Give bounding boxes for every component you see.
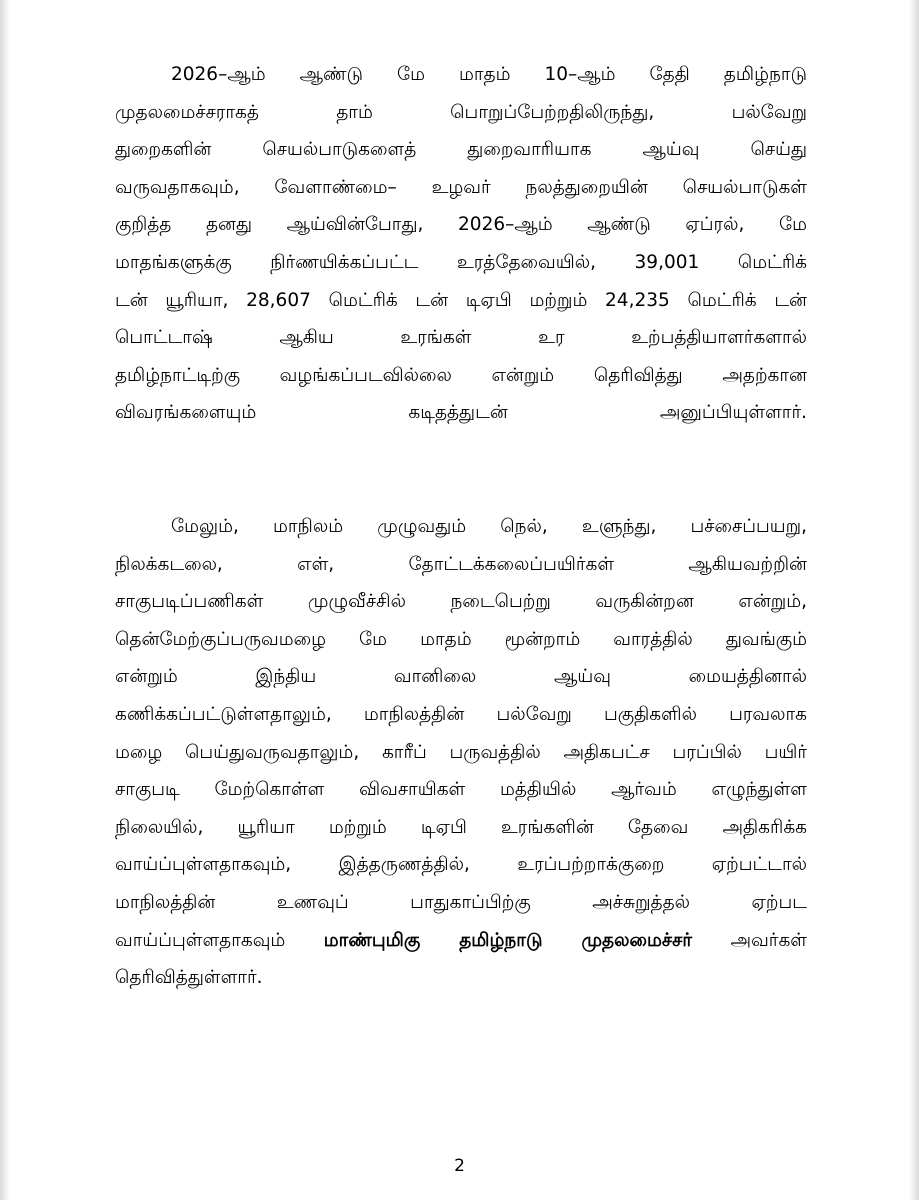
bold-title-cm: மாண்புமிகு தமிழ்நாடு முதலமைச்சர் (323, 929, 693, 951)
paragraph-line: மாதங்களுக்கு நிர்ணயிக்கப்பட்ட உரத்தேவையில், 39,001 மெட்ரிக் (115, 251, 807, 273)
paragraph-line: தமிழ்நாட்டிற்கு வழங்கப்படவில்லை என்றும் தெரிவித்து அதற்கான (115, 364, 807, 386)
paragraph-line: சாகுபடி மேற்கொள்ள விவசாயிகள் மத்தியில் ஆர்வம் எழுந்துள்ள (115, 779, 807, 801)
paragraph-line: துறைகளின் செயல்பாடுகளைத் துறைவாரியாக ஆய்வு செய்து (115, 139, 807, 161)
text-fragment: வாய்ப்புள்ளதாகவும் (115, 929, 286, 951)
paragraph-line (115, 922, 807, 960)
paragraph-line: பொட்டாஷ் ஆகிய உரங்கள் உர உற்பத்தியாளர்களால் (115, 327, 807, 349)
paragraph-line: நிலையில், யூரியா மற்றும் டிஏபி உரங்களின் தேவை அதிகரிக்க (115, 816, 807, 838)
paragraph-line: மாநிலத்தின் உணவுப் பாதுகாப்பிற்கு அச்சுறுத்தல் ஏற்பட (115, 891, 807, 913)
paragraph-line: தெரிவித்துள்ளார். (115, 967, 263, 989)
paragraph-line: விவரங்களையும் கடிதத்துடன் அனுப்பியுள்ளார். (115, 402, 807, 424)
paragraph-line: மழை பெய்துவருவதாலும், காரீப் பருவத்தில் அதிகபட்ச பரப்பில் பயிர் (115, 741, 807, 763)
page-edge-left (0, 0, 10, 1200)
paragraph-line: வருவதாகவும், வேளாண்மை– உழவர் நலத்துறையின் செயல்பாடுகள் (115, 176, 807, 198)
paragraph-line: நிலக்கடலை, எள், தோட்டக்கலைப்பயிர்கள் ஆகியவற்றின் (115, 553, 807, 575)
paragraph-line: 2026–ஆம் ஆண்டு மே மாதம் 10–ஆம் தேதி தமிழ்நாடு (171, 64, 807, 85)
page-number: 2 (454, 1156, 465, 1176)
paragraph-1 (115, 56, 807, 432)
paragraph-line: கணிக்கப்பட்டுள்ளதாலும், மாநிலத்தின் பல்வேறு பகுதிகளில் பரவலாக (115, 703, 807, 725)
paragraph-line: குறித்த தனது ஆய்வின்போது, 2026–ஆம் ஆண்டு ஏப்ரல், மே (115, 214, 807, 236)
paragraph-2 (115, 508, 807, 997)
paragraph-line: என்றும் இந்திய வானிலை ஆய்வு மையத்தினால் (115, 666, 807, 688)
paragraph-line: மேலும், மாநிலம் முழுவதும் நெல், உளுந்து, பச்சைப்பயறு, (171, 516, 807, 537)
paragraph-line: டன் யூரியா, 28,607 மெட்ரிக் டன் டிஏபி மற்றும் 24,235 மெட்ரிக் டன் (115, 289, 807, 311)
paragraph-line: முதலமைச்சராகத் தாம் பொறுப்பேற்றதிலிருந்து, பல்வேறு (115, 101, 807, 123)
page-edge-right (909, 0, 919, 1200)
text-fragment: அவர்கள் (730, 929, 807, 951)
paragraph-line: வாய்ப்புள்ளதாகவும், இத்தருணத்தில், உரப்பற்றாக்குறை ஏற்பட்டால் (115, 854, 807, 876)
paragraph-line: சாகுபடிப்பணிகள் முழுவீச்சில் நடைபெற்று வருகின்றன என்றும், (115, 591, 807, 613)
paragraph-line: தென்மேற்குப்பருவமழை மே மாதம் மூன்றாம் வாரத்தில் துவங்கும் (115, 628, 807, 650)
